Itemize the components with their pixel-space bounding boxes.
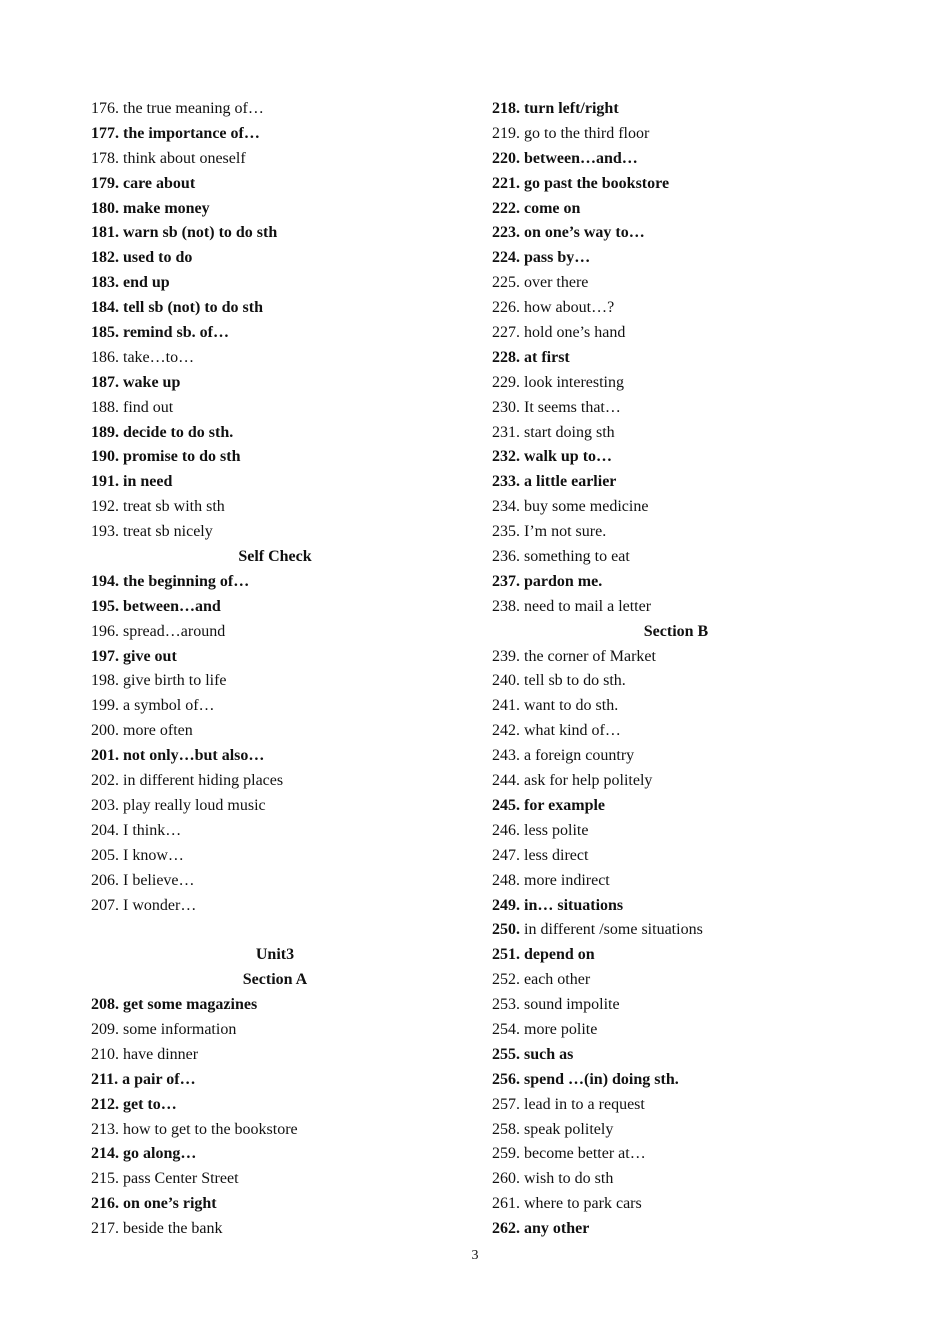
phrase-item: 208. get some magazines	[91, 996, 258, 1014]
phrase-item: 233. a little earlier	[492, 473, 617, 491]
phrase-item: 185. remind sb. of…	[91, 324, 229, 342]
left-column	[91, 97, 459, 1242]
phrase-item: 219. go to the third floor	[492, 124, 650, 142]
phrase-item: 207. I wonder…	[91, 896, 197, 914]
phrase-item: 224. pass by…	[492, 249, 591, 267]
section-heading: Section B	[643, 622, 709, 640]
phrase-item: 202. in different hiding places	[91, 772, 284, 790]
phrase-item: 235. I’m not sure.	[492, 523, 607, 541]
phrase-item: 215. pass Center Street	[91, 1170, 239, 1188]
phrase-item: 199. a symbol of…	[91, 697, 215, 715]
phrase-item: 206. I believe…	[91, 871, 195, 889]
phrase-item: 260. wish to do sth	[492, 1170, 614, 1188]
item-text: in different /some situations	[524, 921, 703, 939]
phrase-item: 190. promise to do sth	[91, 448, 241, 466]
phrase-item: 200. more often	[91, 722, 193, 740]
phrase-item: 203. play really loud music	[91, 796, 266, 814]
phrase-item: 252. each other	[492, 971, 591, 989]
phrase-item: 258. speak politely	[492, 1120, 614, 1138]
blank-line	[91, 918, 459, 943]
phrase-item: 232. walk up to…	[492, 448, 613, 466]
phrase-item: 211. a pair of…	[91, 1070, 196, 1088]
phrase-item: 236. something to eat	[492, 548, 630, 566]
phrase-item	[492, 918, 860, 943]
phrase-item: 197. give out	[91, 647, 177, 665]
phrase-item: 225. over there	[492, 274, 589, 292]
phrase-item: 191. in need	[91, 473, 173, 491]
phrase-item: 194. the beginning of…	[91, 572, 250, 590]
phrase-item: 244. ask for help politely	[492, 772, 653, 790]
phrase-item: 220. between…and…	[492, 149, 638, 167]
phrase-item: 240. tell sb to do sth.	[492, 672, 626, 690]
phrase-item: 217. beside the bank	[91, 1220, 223, 1238]
phrase-item: 186. take…to…	[91, 348, 195, 366]
section-heading: Section A	[242, 971, 308, 989]
item-number: 250.	[492, 921, 520, 939]
phrase-item: 209. some information	[91, 1020, 237, 1038]
phrase-item: 237. pardon me.	[492, 572, 603, 590]
phrase-item: 231. start doing sth	[492, 423, 615, 441]
phrase-item: 249. in… situations	[492, 896, 624, 914]
phrase-item: 213. how to get to the bookstore	[91, 1120, 298, 1138]
phrase-item: 181. warn sb (not) to do sth	[91, 224, 278, 242]
phrase-item: 218. turn left/right	[492, 100, 619, 117]
page-number: 3	[471, 1248, 479, 1263]
phrase-item: 255. such as	[492, 1045, 574, 1063]
section-heading: Self Check	[238, 548, 312, 566]
phrase-item: 262. any other	[492, 1220, 590, 1238]
phrase-item: 188. find out	[91, 398, 174, 416]
phrase-item: 239. the corner of Market	[492, 647, 656, 665]
phrase-item: 180. make money	[91, 199, 210, 217]
phrase-item: 176. the true meaning of…	[91, 100, 264, 117]
phrase-item: 246. less polite	[492, 821, 589, 839]
phrase-item: 183. end up	[91, 274, 170, 292]
phrase-item: 241. want to do sth.	[492, 697, 619, 715]
phrase-item: 216. on one’s right	[91, 1195, 217, 1213]
phrase-item: 192. treat sb with sth	[91, 498, 225, 516]
phrase-item: 212. get to…	[91, 1095, 177, 1113]
phrase-item: 253. sound impolite	[492, 996, 620, 1014]
phrase-item: 257. lead in to a request	[492, 1095, 645, 1113]
phrase-item: 251. depend on	[492, 946, 595, 964]
phrase-item: 259. become better at…	[492, 1145, 646, 1163]
phrase-item: 247. less direct	[492, 846, 589, 864]
phrase-item: 242. what kind of…	[492, 722, 621, 740]
phrase-item: 261. where to park cars	[492, 1195, 642, 1213]
phrase-item: 238. need to mail a letter	[492, 597, 652, 615]
phrase-item: 229. look interesting	[492, 373, 624, 391]
phrase-item: 179. care about	[91, 174, 196, 192]
phrase-item: 245. for example	[492, 796, 606, 814]
phrase-item: 189. decide to do sth.	[91, 423, 234, 441]
phrase-item: 184. tell sb (not) to do sth	[91, 299, 264, 317]
section-heading: Unit3	[255, 946, 295, 964]
right-column	[492, 97, 860, 1242]
phrase-item: 210. have dinner	[91, 1045, 199, 1063]
phrase-item: 187. wake up	[91, 373, 181, 391]
phrase-item: 227. hold one’s hand	[492, 324, 626, 342]
phrase-item: 195. between…and	[91, 597, 221, 615]
phrase-item: 254. more polite	[492, 1020, 598, 1038]
phrase-item: 198. give birth to life	[91, 672, 227, 690]
phrase-item: 201. not only…but also…	[91, 747, 265, 765]
phrase-item: 196. spread…around	[91, 622, 226, 640]
phrase-item: 230. It seems that…	[492, 398, 621, 416]
phrase-item: 182. used to do	[91, 249, 193, 267]
phrase-item: 221. go past the bookstore	[492, 174, 670, 192]
phrase-item: 226. how about…?	[492, 299, 615, 317]
phrase-item: 177. the importance of…	[91, 124, 260, 142]
phrase-item: 214. go along…	[91, 1145, 197, 1163]
phrase-item: 234. buy some medicine	[492, 498, 649, 516]
phrase-item: 178. think about oneself	[91, 149, 246, 167]
phrase-item: 256. spend …(in) doing sth.	[492, 1070, 679, 1088]
phrase-item: 228. at first	[492, 348, 570, 366]
phrase-item: 205. I know…	[91, 846, 184, 864]
phrase-item: 248. more indirect	[492, 871, 610, 889]
phrase-item: 223. on one’s way to…	[492, 224, 645, 242]
phrase-item: 222. come on	[492, 199, 581, 217]
phrase-item: 193. treat sb nicely	[91, 523, 213, 541]
phrase-item: 204. I think…	[91, 821, 182, 839]
phrase-item: 243. a foreign country	[492, 747, 635, 765]
